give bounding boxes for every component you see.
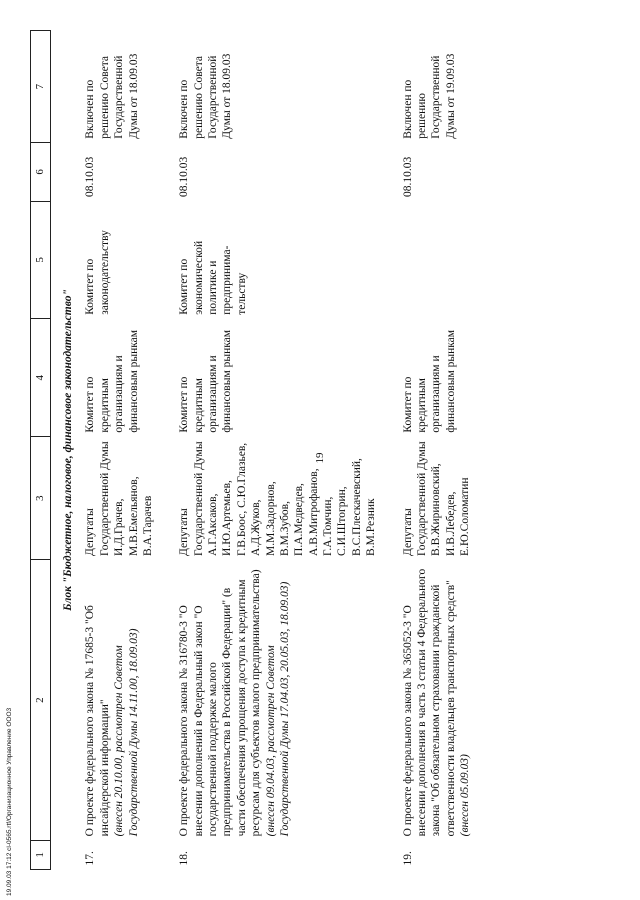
bill-cell — [81, 560, 157, 840]
date-cell: 08.10.03 — [84, 156, 97, 198]
co-committee-cell — [399, 201, 475, 319]
date-cell: 08.10.03 — [401, 156, 414, 198]
header-cell: 6 — [31, 143, 51, 201]
agenda-table — [30, 30, 474, 870]
date-cell: 08.10.03 — [178, 156, 191, 198]
header-cell: 1 — [31, 840, 51, 869]
status-cell: Включен по решению Совета Государственной Думы от 18.09.03 — [84, 53, 140, 139]
document-sheet — [30, 30, 620, 870]
header-cell: 4 — [31, 319, 51, 437]
co-committee-cell: Комитет по законодательству — [84, 230, 111, 315]
bill-cell — [175, 560, 380, 840]
row-number: 17. — [84, 851, 97, 866]
page-number: 19 — [314, 452, 326, 464]
header-cell: 7 — [31, 31, 51, 143]
table-row — [175, 31, 380, 870]
row-number: 18. — [178, 851, 191, 866]
bill-title: О проекте федерального закона № 316780-3 "О внесении дополнений в Федеральный закон "О государственной поддержке малого предпринимательства в Российской Федерации" (в части обеспечения упрощения доступа к кредитным ресурсам для субъектов малого предпринимательства) — [178, 569, 263, 837]
table-row — [399, 31, 475, 870]
bill-note: (внесен 05.09.03) — [459, 754, 471, 837]
block-title: Блок "Бюджетное, налоговое, финансовое законодательство" — [62, 289, 74, 611]
bill-cell — [399, 560, 475, 840]
table-row — [81, 31, 157, 870]
status-cell: Включен по решению Совета Государственной Думы от 18.09.03 — [178, 53, 234, 139]
co-committee-cell: Комитет по экономической политике и предпринима-тельству — [178, 240, 248, 315]
committee-cell: Комитет по кредитным организациям и финансовым рынкам — [178, 329, 234, 433]
committee-cell: Комитет по кредитным организациям и финансовым рынкам — [401, 329, 457, 433]
header-cell: 3 — [31, 437, 51, 560]
bill-title: О проекте федерального закона № 17685-3 "Об инсайдерской информации" — [84, 605, 111, 837]
authors-cell: Депутаты Государственной Думы А.Г.Аксаков, И.Ю.Артемьев, Г.В.Боос, С.Ю.Глазьев, А.Д.Жуков, М.М.Задорнов, В.М.Зубов, П.А.Медведев, А.В.Митрофанов, Г.А.Томчин, С.И.Штогрин, В.С.Плескачевский, В.М.Резник — [178, 441, 378, 556]
bill-note: (внесен 09.04.03, рассмотрен Советом Государственной Думы 17.04.03, 20.05.03, 18.09.03) — [264, 581, 291, 837]
authors-cell: Депутаты Государственной Думы В.В.Жириновский, И.В.Лебедев, Е.Ю.Соломатин — [401, 441, 471, 556]
footer-text: 19.09.03 17:12 cl-0565.rtf/Организационное Управление ООО3 — [6, 707, 13, 896]
committee-cell: Комитет по кредитным организациям и финансовым рынкам — [84, 329, 140, 433]
bill-note: (внесен 20.10.00, рассмотрен Советом Государственной Думы 14.11.00, 18.09.03) — [113, 628, 140, 837]
header-row — [31, 31, 51, 870]
bill-title: О проекте федерального закона № 365052-3 "О внесении дополнения в часть 3 статьи 4 Федерального закона "Об обязательном страховании гражданской ответственности владельцев транспортных средств" — [401, 568, 457, 837]
header-cell: 2 — [31, 560, 51, 840]
header-cell: 5 — [31, 201, 51, 319]
row-number: 19. — [401, 851, 414, 866]
authors-cell: Депутаты Государственной Думы И.Д.Грачев, М.В.Емельянов, В.А.Тарачев — [84, 441, 154, 556]
status-cell: Включен по решению Государственной Думы от 19.09.03 — [401, 53, 457, 139]
